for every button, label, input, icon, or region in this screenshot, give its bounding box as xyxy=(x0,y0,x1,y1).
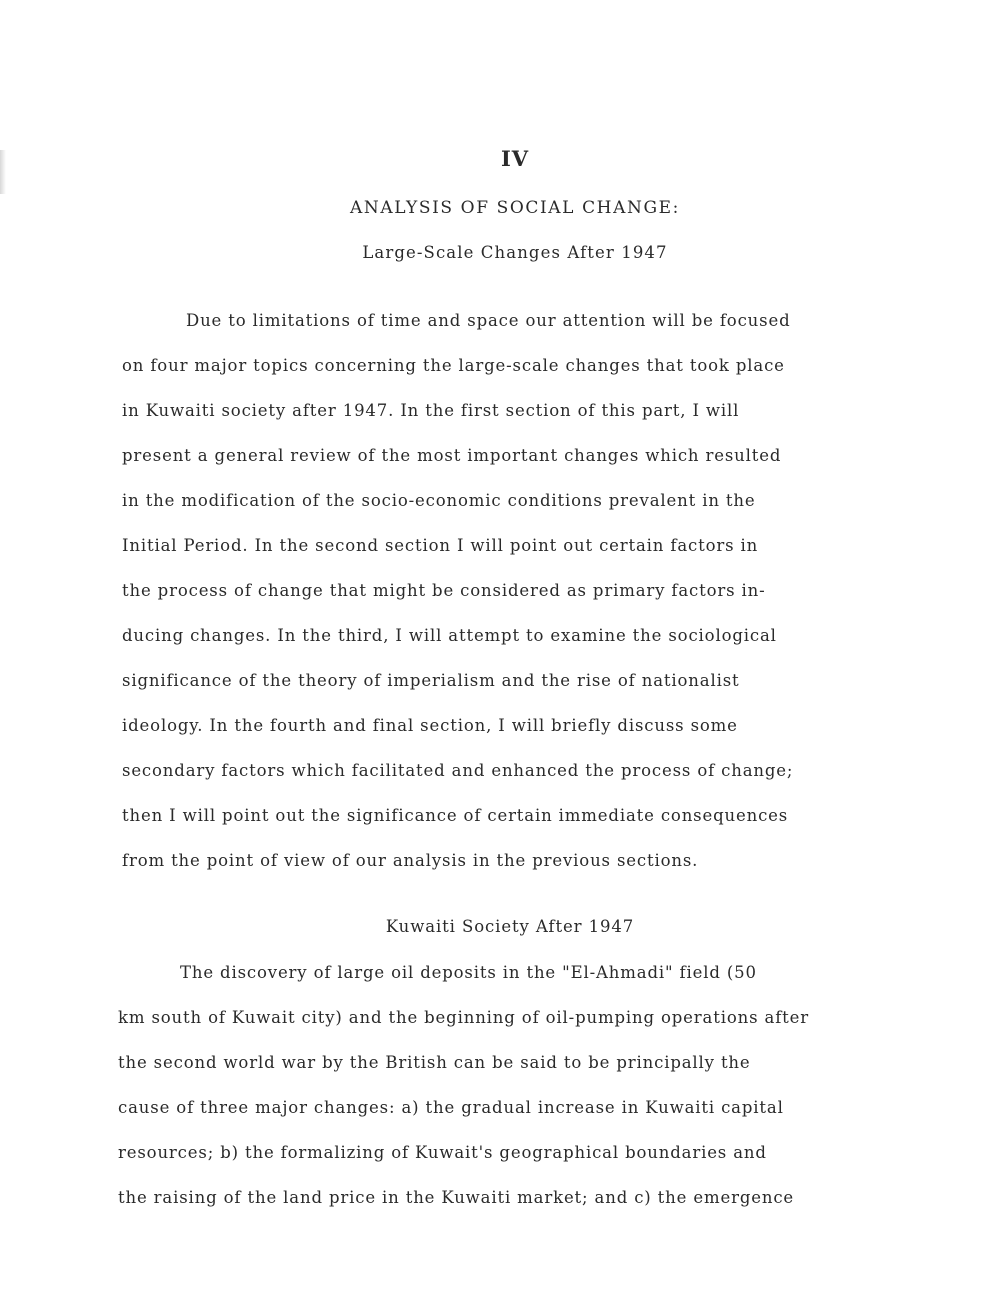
text-line: the second world war by the British can be said to be principally the xyxy=(118,1053,751,1072)
section-heading: Kuwaiti Society After 1947 xyxy=(385,917,635,936)
text-line: cause of three major changes: a) the gradual increase in Kuwaiti capital xyxy=(118,1098,784,1117)
chapter-title: ANALYSIS OF SOCIAL CHANGE: xyxy=(350,198,680,218)
text-line: in Kuwaiti society after 1947. In the first section of this part, I will xyxy=(122,401,740,420)
text-line: significance of the theory of imperialism and the rise of nationalist xyxy=(122,671,740,690)
text-line: The discovery of large oil deposits in the "El-Ahmadi" field (50 xyxy=(180,963,757,982)
chapter-subtitle: Large-Scale Changes After 1947 xyxy=(362,243,668,262)
text-line: the raising of the land price in the Kuwaiti market; and c) the emergence xyxy=(118,1188,795,1207)
text-line: km south of Kuwait city) and the beginning of oil-pumping operations after xyxy=(118,1008,809,1027)
text-line: ideology. In the fourth and final section, I will briefly discuss some xyxy=(122,716,738,735)
text-line: secondary factors which facilitated and enhanced the process of change; xyxy=(122,761,794,780)
chapter-number: IV xyxy=(500,146,530,171)
text-line: Initial Period. In the second section I will point out certain factors in xyxy=(122,536,759,555)
text-line: Due to limitations of time and space our attention will be focused xyxy=(186,311,791,330)
text-line: the process of change that might be considered as primary factors in- xyxy=(122,581,766,600)
text-line: resources; b) the formalizing of Kuwait's geographical boundaries and xyxy=(118,1143,767,1162)
text-line: then I will point out the significance of certain immediate consequences xyxy=(122,806,789,825)
text-line: ducing changes. In the third, I will attempt to examine the sociological xyxy=(122,626,777,645)
text-line: in the modification of the socio-economic conditions prevalent in the xyxy=(122,491,756,510)
text-line: present a general review of the most important changes which resulted xyxy=(122,446,782,465)
text-line: from the point of view of our analysis in the previous sections. xyxy=(122,851,699,870)
text-line: on four major topics concerning the large-scale changes that took place xyxy=(122,356,785,375)
